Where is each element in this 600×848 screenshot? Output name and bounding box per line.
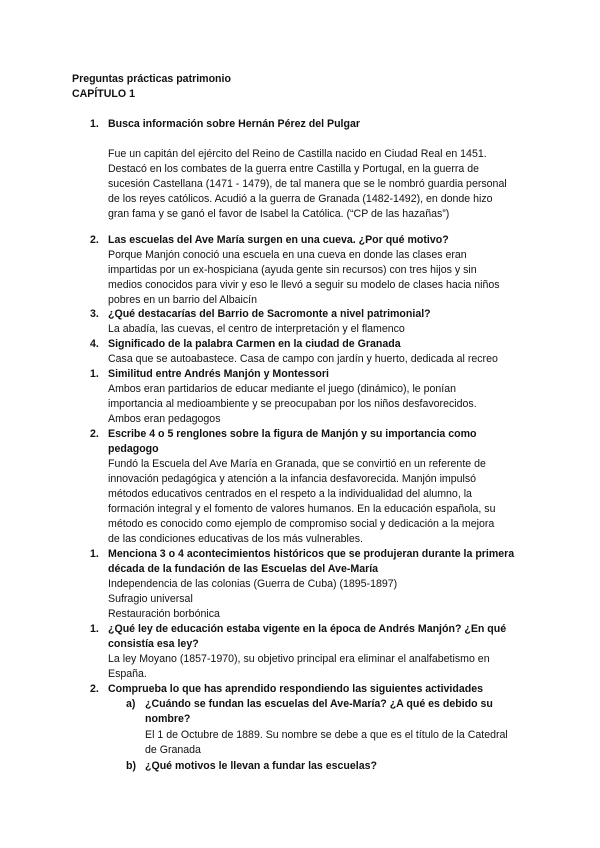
question-heading: Comprueba lo que has aprendido respondiendo las siguientes actividades (108, 683, 483, 695)
answer-line: Destacó en los combates de la guerra entre Castilla y Portugal, en la guerra de (108, 163, 479, 175)
subquestion-letter: a) (126, 698, 136, 710)
document-title: Preguntas prácticas patrimonio (72, 73, 231, 85)
question-heading: Busca información sobre Hernán Pérez del Pulgar (108, 118, 360, 130)
question-number: 1. (90, 118, 99, 130)
answer-line: método es conocido como ejemplo de compromiso social y dedicación a la mejora (108, 518, 495, 530)
answer-line: de los reyes católicos. Acudió a la guerra de Granada (1482-1492), en donde hizo (108, 193, 493, 205)
question-number: 1. (90, 623, 99, 635)
answer-line: de Granada (145, 744, 201, 756)
answer-line: Ambos eran pedagogos (108, 413, 221, 425)
answer-line: Casa que se autoabastece. Casa de campo con jardín y huerto, dedicada al recreo (108, 353, 498, 365)
question-heading: ¿Qué destacarías del Barrio de Sacromonte a nivel patrimonial? (108, 308, 431, 320)
subquestion-heading: ¿Cuándo se fundan las escuelas del Ave-María? ¿A qué es debido su (145, 698, 493, 710)
answer-line: impartidas por un ex-hospiciana (ayuda gente sin recursos) con tres hijos y sin (108, 264, 477, 276)
answer-line: Restauración borbónica (108, 608, 220, 620)
answer-line: gran fama y se ganó el favor de Isabel la Católica. (“CP de las hazañas”) (108, 208, 450, 220)
subquestion-letter: b) (126, 760, 136, 772)
question-heading: Significado de la palabra Carmen en la ciudad de Granada (108, 338, 401, 350)
question-number: 1. (90, 548, 99, 560)
answer-line: sucesión Castellana (1471 - 1479), de tal manera que se le nombró guardia personal (108, 178, 507, 190)
question-number: 2. (90, 428, 99, 440)
answer-line: Independencia de las colonias (Guerra de Cuba) (1895-1897) (108, 578, 398, 590)
answer-line: Fundó la Escuela del Ave María en Granada, que se convirtió en un referente de (108, 458, 486, 470)
answer-line: La abadía, las cuevas, el centro de interpretación y el flamenco (108, 323, 405, 335)
answer-line: formación integral y el fomento de valores humanos. En la educación española, su (108, 503, 496, 515)
question-heading: consistía esa ley? (108, 638, 199, 650)
question-number: 2. (90, 234, 99, 246)
question-number: 3. (90, 308, 99, 320)
question-heading: Las escuelas del Ave María surgen en una cueva. ¿Por qué motivo? (108, 234, 449, 246)
question-heading: década de la fundación de las Escuelas del Ave-María (108, 563, 379, 575)
question-number: 1. (90, 368, 99, 380)
answer-line: Porque Manjón conoció una escuela en una cueva en donde las clases eran (108, 249, 467, 261)
answer-line: medios conocidos para vivir y eso le llevó a seguir su modelo de clases hacia niños (108, 279, 500, 291)
question-heading: pedagogo (108, 443, 159, 455)
answer-line: Ambos eran partidarios de educar mediante el juego (dinámico), le ponían (108, 383, 457, 395)
question-heading: Escribe 4 o 5 renglones sobre la figura de Manjón y su importancia como (108, 428, 477, 440)
answer-line: España. (108, 668, 147, 680)
answer-line: innovación pedagógica y atención a la infancia desfavorecida. Manjón impulsó (108, 473, 477, 485)
subquestion-heading: nombre? (145, 713, 191, 725)
question-number: 4. (90, 338, 99, 350)
answer-line: Fue un capitán del ejército del Reino de Castilla nacido en Ciudad Real en 1451. (108, 148, 487, 160)
subquestion-heading: ¿Qué motivos le llevan a fundar las escuelas? (145, 760, 377, 772)
chapter-heading: CAPÍTULO 1 (72, 88, 135, 100)
answer-line: métodos educativos centrados en el respeto a la individualidad del alumno, la (108, 488, 472, 500)
question-heading: Menciona 3 o 4 acontecimientos históricos que se produjeran durante la primera (108, 548, 515, 560)
answer-line: El 1 de Octubre de 1889. Su nombre se debe a que es el título de la Catedral (145, 729, 508, 741)
question-heading: ¿Qué ley de educación estaba vigente en la época de Andrés Manjón? ¿En qué (108, 623, 507, 635)
answer-line: La ley Moyano (1857-1970), su objetivo principal era eliminar el analfabetismo en (108, 653, 490, 665)
answer-line: pobres en un barrio del Albaicín (108, 294, 258, 306)
answer-line: Sufragio universal (108, 593, 193, 605)
question-heading: Similitud entre Andrés Manjón y Montessori (108, 368, 329, 380)
answer-line: de las condiciones educativas de los más vulnerables. (108, 533, 363, 545)
answer-line: importancia al medioambiente y se preocupaban por los niños desfavorecidos. (108, 398, 477, 410)
question-number: 2. (90, 683, 99, 695)
